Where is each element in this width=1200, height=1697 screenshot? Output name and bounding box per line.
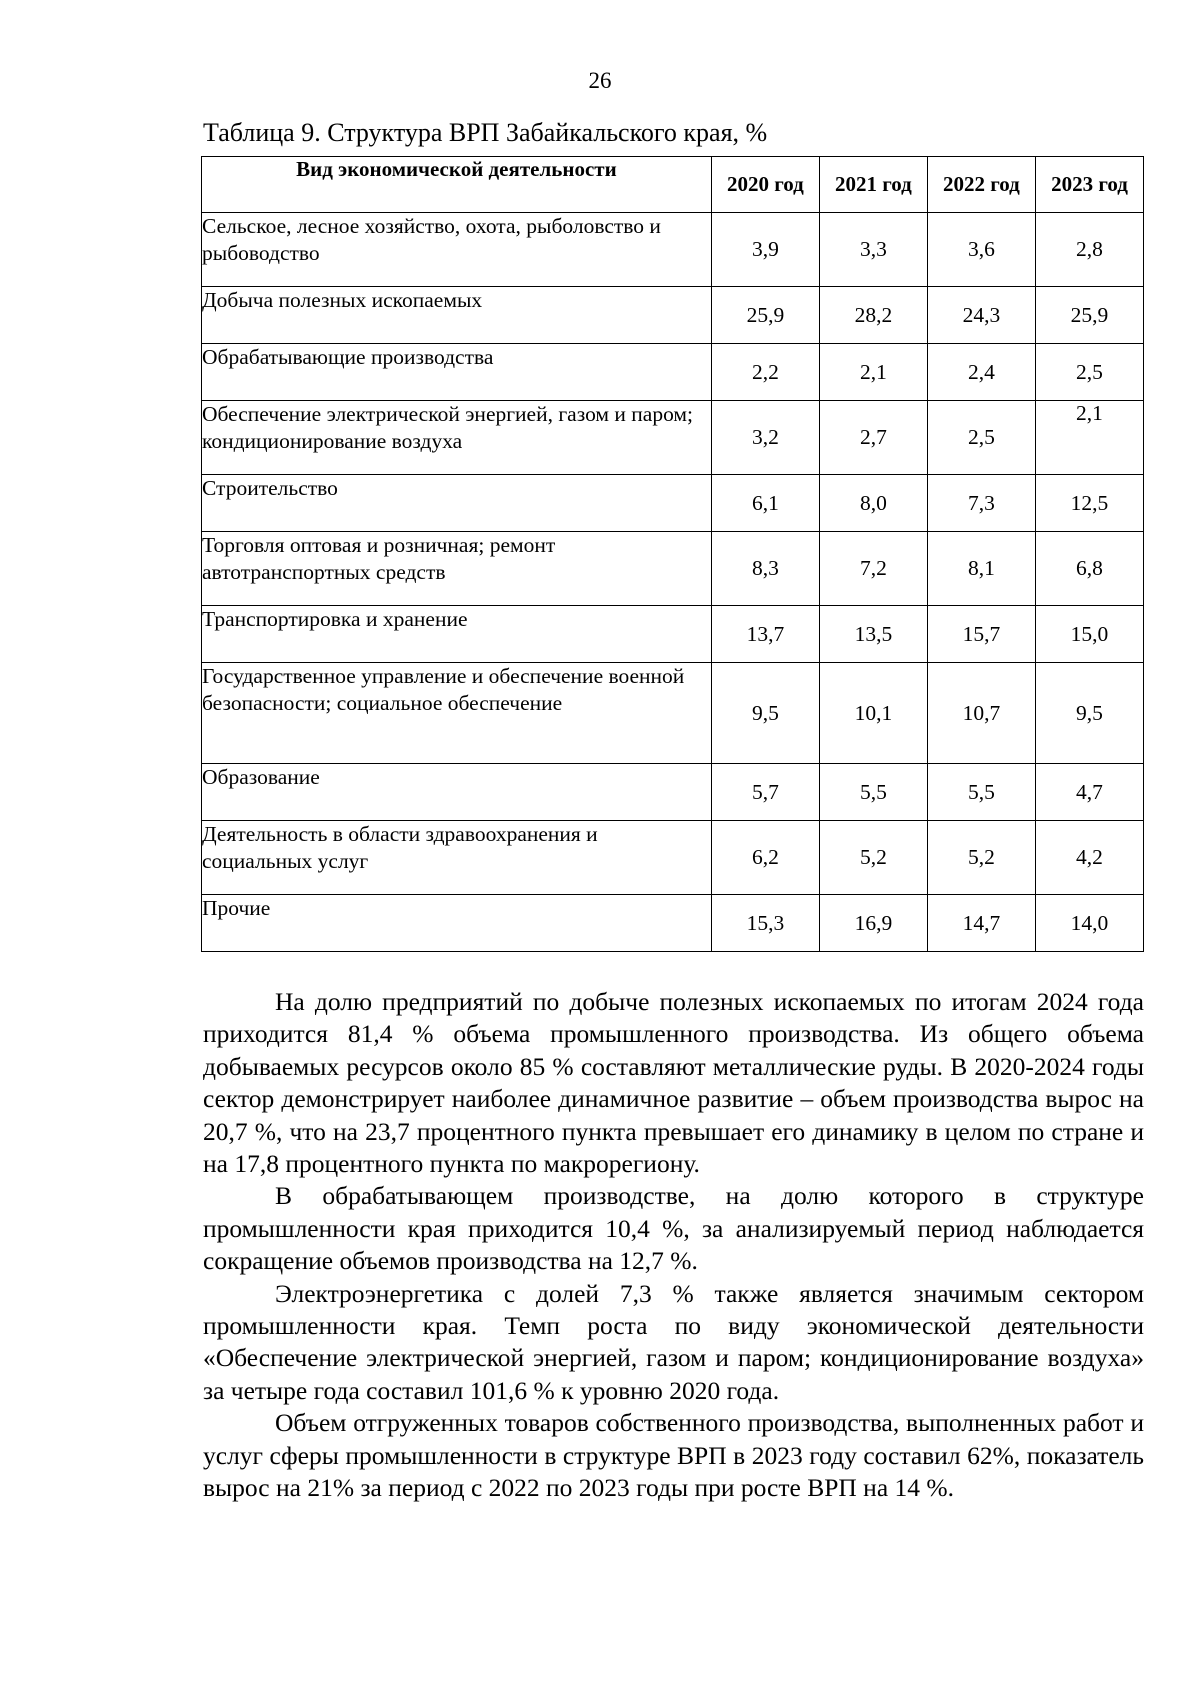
cell-value: 7,3 (927, 475, 1035, 532)
cell-value: 10,7 (927, 663, 1035, 764)
cell-value: 15,0 (1035, 606, 1143, 663)
table-row (202, 213, 1144, 287)
table-row (202, 606, 1144, 663)
cell-value: 24,3 (927, 287, 1035, 344)
cell-value: 5,5 (927, 764, 1035, 821)
cell-value: 25,9 (711, 287, 819, 344)
row-activity: Добыча полезных ископаемых (202, 287, 712, 344)
cell-value: 2,8 (1035, 213, 1143, 287)
cell-value: 8,0 (819, 475, 927, 532)
header-activity: Вид экономической деятельности (202, 157, 712, 213)
table-row (202, 287, 1144, 344)
paragraph: На долю предприятий по добыче полезных ископаемых по итогам 2024 года приходится 81,4 % объема промышленного производства. Из общего объема добываемых ресурсов около 85 % составляют металлические руды. В 2020-2024 годы сектор демонстрирует наиболее динамичное развитие – объем производства вырос на 20,7 %, что на 23,7 процентного пункта превышает его динамику в целом по стране и на 17,8 процентного пункта по макрорегиону. (203, 987, 1144, 1179)
table-row (202, 401, 1144, 475)
row-activity: Торговля оптовая и розничная; ремонт автотранспортных средств (202, 532, 712, 606)
header-year-2023: 2023 год (1035, 157, 1143, 213)
cell-value: 13,5 (819, 606, 927, 663)
cell-value: 2,5 (1035, 344, 1143, 401)
row-activity: Транспортировка и хранение (202, 606, 712, 663)
cell-value: 15,3 (711, 895, 819, 952)
cell-value: 3,2 (711, 401, 819, 475)
cell-value: 8,3 (711, 532, 819, 606)
cell-value: 5,5 (819, 764, 927, 821)
table-row (202, 532, 1144, 606)
row-activity: Образование (202, 764, 712, 821)
cell-value: 2,1 (819, 344, 927, 401)
table-row (202, 821, 1144, 895)
cell-value: 3,6 (927, 213, 1035, 287)
cell-value: 3,3 (819, 213, 927, 287)
row-activity: Обеспечение электрической энергией, газом и паром; кондиционирование воздуха (202, 401, 712, 475)
cell-value: 5,7 (711, 764, 819, 821)
cell-value: 25,9 (1035, 287, 1143, 344)
table-row (202, 663, 1144, 764)
table-header-row (202, 157, 1144, 213)
cell-value: 2,1 (1035, 401, 1143, 475)
header-year-2020: 2020 год (711, 157, 819, 213)
cell-value: 2,5 (927, 401, 1035, 475)
cell-value: 6,8 (1035, 532, 1143, 606)
paragraph: В обрабатывающем производстве, на долю которого в структуре промышленности края приходится 10,4 %, за анализируемый период наблюдается сокращение объемов производства на 12,7 %. (203, 1181, 1144, 1276)
cell-value: 3,9 (711, 213, 819, 287)
paragraph: Объем отгруженных товаров собственного производства, выполненных работ и услуг сферы промышленности в структуре ВРП в 2023 году составил 62%, показатель вырос на 21% за период с 2022 по 2023 годы при росте ВРП на 14 %. (203, 1408, 1144, 1503)
cell-value: 13,7 (711, 606, 819, 663)
cell-value: 5,2 (819, 821, 927, 895)
row-activity: Строительство (202, 475, 712, 532)
row-activity: Прочие (202, 895, 712, 952)
cell-value: 9,5 (711, 663, 819, 764)
table-row (202, 475, 1144, 532)
cell-value: 6,2 (711, 821, 819, 895)
table-row (202, 895, 1144, 952)
vrp-structure-table (201, 156, 1144, 952)
cell-value: 5,2 (927, 821, 1035, 895)
row-activity: Государственное управление и обеспечение военной безопасности; социальное обеспечение (202, 663, 712, 764)
row-activity: Сельское, лесное хозяйство, охота, рыболовство и рыбоводство (202, 213, 712, 287)
cell-value: 4,2 (1035, 821, 1143, 895)
cell-value: 2,2 (711, 344, 819, 401)
row-activity: Деятельность в области здравоохранения и социальных услуг (202, 821, 712, 895)
cell-value: 12,5 (1035, 475, 1143, 532)
table-row (202, 344, 1144, 401)
cell-value: 2,4 (927, 344, 1035, 401)
row-activity: Обрабатывающие производства (202, 344, 712, 401)
cell-value: 6,1 (711, 475, 819, 532)
page-number: 26 (588, 68, 612, 93)
cell-value: 14,0 (1035, 895, 1143, 952)
cell-value: 9,5 (1035, 663, 1143, 764)
cell-value: 10,1 (819, 663, 927, 764)
cell-value: 2,7 (819, 401, 927, 475)
paragraph: Электроэнергетика с долей 7,3 % также является значимым сектором промышленности края. Темп роста по виду экономической деятельности «Обеспечение электрической энергией, газом и паром; кондиционирование воздуха» за четыре года составил 101,6 % к уровню 2020 года. (203, 1278, 1144, 1405)
body-text (203, 986, 1144, 1505)
header-year-2021: 2021 год (819, 157, 927, 213)
cell-value: 28,2 (819, 287, 927, 344)
cell-value: 8,1 (927, 532, 1035, 606)
table-row (202, 764, 1144, 821)
header-year-2022: 2022 год (927, 157, 1035, 213)
cell-value: 16,9 (819, 895, 927, 952)
cell-value: 14,7 (927, 895, 1035, 952)
cell-value: 7,2 (819, 532, 927, 606)
table-caption: Таблица 9. Структура ВРП Забайкальского края, % (203, 118, 768, 147)
cell-value: 4,7 (1035, 764, 1143, 821)
cell-value: 15,7 (927, 606, 1035, 663)
